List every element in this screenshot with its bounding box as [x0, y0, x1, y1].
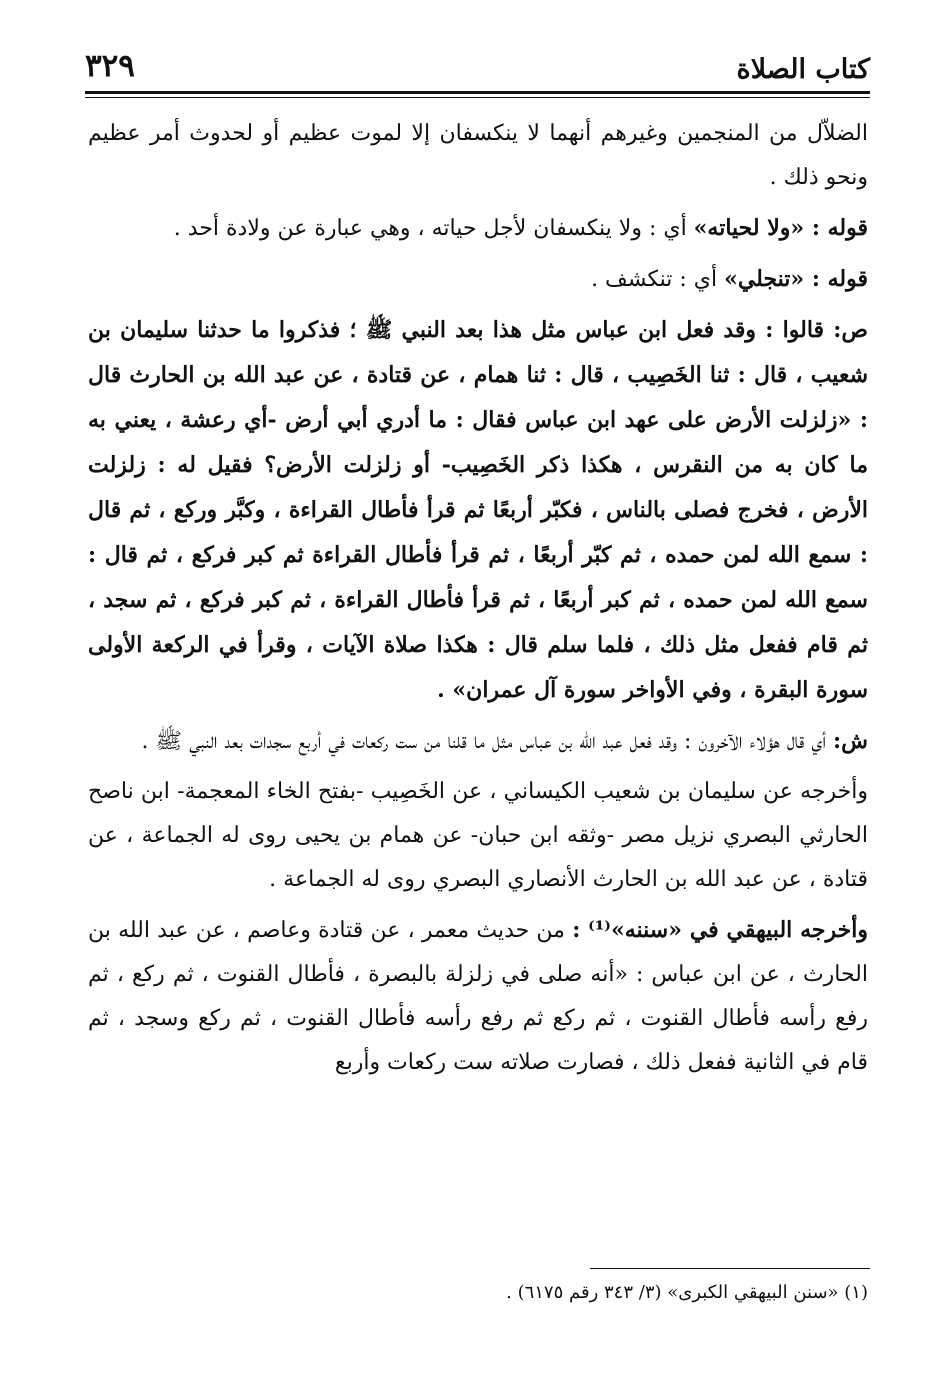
header-rule-thin — [85, 97, 870, 98]
text-run: وأخرجه البيهقي في «سننه»⁽¹⁾ : — [572, 917, 869, 943]
page-header — [85, 48, 870, 90]
paragraph-p1 — [88, 112, 868, 200]
text-run: أي : تنكشف . — [591, 267, 725, 292]
text-run: قوله : «تنجلي» — [724, 266, 868, 292]
paragraph-p4 — [88, 308, 868, 713]
text-run: قوله : «ولا لحياته» — [693, 215, 868, 241]
text-run: من حديث معمر ، عن قتادة وعاصم ، عن عبد الله بن الحارث ، عن ابن عباس : «أنه صلى في زلزلة بالبصرة ، فأطال القنوت ، ثم ركع ، ثم رفع رأسه فأطال القنوت ، ثم ركع ثم رفع رأسه فأطال القنوت ، ثم ركع وسجد ، ثم قام في الثانية ففعل ذلك ، فصارت صلاته ست ركعات وأربع — [88, 918, 868, 1075]
text-run: الضلاّل من المنجمين وغيرهم أنهما لا ينكسفان إلا لموت عظيم أو لحدوث أمر عظيم ونحو ذلك . — [88, 121, 868, 190]
paragraph-p6 — [88, 770, 868, 902]
paragraph-p3 — [88, 257, 868, 302]
footnote-separator — [590, 1268, 870, 1269]
text-run: ش: — [833, 728, 868, 754]
header-rule-thick — [85, 91, 870, 94]
page-body — [88, 112, 868, 1085]
chapter-title: كتاب الصلاة — [736, 54, 870, 85]
text-run: أي : ولا ينكسفان لأجل حياته ، وهي عبارة عن ولادة أحد . — [173, 216, 694, 241]
paragraph-p7 — [88, 908, 868, 1085]
text-run: وأخرجه عن سليمان بن شعيب الكيساني ، عن الخَصِيب -بفتح الخاء المعجمة- ابن ناصح الحارثي البصري نزيل مصر -وثقه ابن حبان- عن همام بن يحيى روى له الجماعة ، عن قتادة ، عن عبد الله بن الحارث الأنصاري البصري روى له الجماعة . — [88, 779, 868, 892]
paragraph-p2 — [88, 206, 868, 251]
text-run: ص: قالوا : وقد فعل ابن عباس مثل هذا بعد النبي ﷺ ؛ فذكروا ما حدثنا سليمان بن شعيب ، قال : ثنا الخَصِيب ، قال : ثنا همام ، عن قتادة ، عن عبد الله بن الحارث قال : «زلزلت الأرض على عهد ابن عباس فقال : ما أدري أبي أرض -أي رعشة ، يعني به ما كان به من النقرس ، هكذا ذكر الخَصِيب- أو زلزلت الأرض؟ فقيل له : زلزلت الأرض ، فخرج فصلى بالناس ، فكبّر أربعًا ثم قرأ فأطال القراءة ، وكبَّر وركع ، ثم قال : سمع الله لمن حمده ، ثم كبّر أربعًا ، ثم قرأ فأطال القراءة ثم كبر فركع ، ثم قال : سمع الله لمن حمده ، ثم كبر أربعًا ، ثم قرأ فأطال القراءة ، ثم كبر فركع ، ثم سجد ، ثم قام ففعل مثل ذلك ، فلما سلم قال : هكذا صلاة الآيات ، وقرأ في الركعة الأولى سورة البقرة ، وفي الأواخر سورة آل عمران» . — [88, 317, 868, 703]
page-number: ٣٢٩ — [85, 48, 135, 84]
paragraph-p5 — [88, 719, 868, 764]
text-run: أي قال هؤلاء الآخرون : وقد فعل عبد الله بن عباس مثل ما قلنا من ست ركعات في أربع سجدات بعد النبي ﷺ . — [141, 729, 834, 754]
footnote: (١) «سنن البيهقي الكبرى» (٣/ ٣٤٣ رقم ٦١٧٥) . — [506, 1282, 868, 1303]
